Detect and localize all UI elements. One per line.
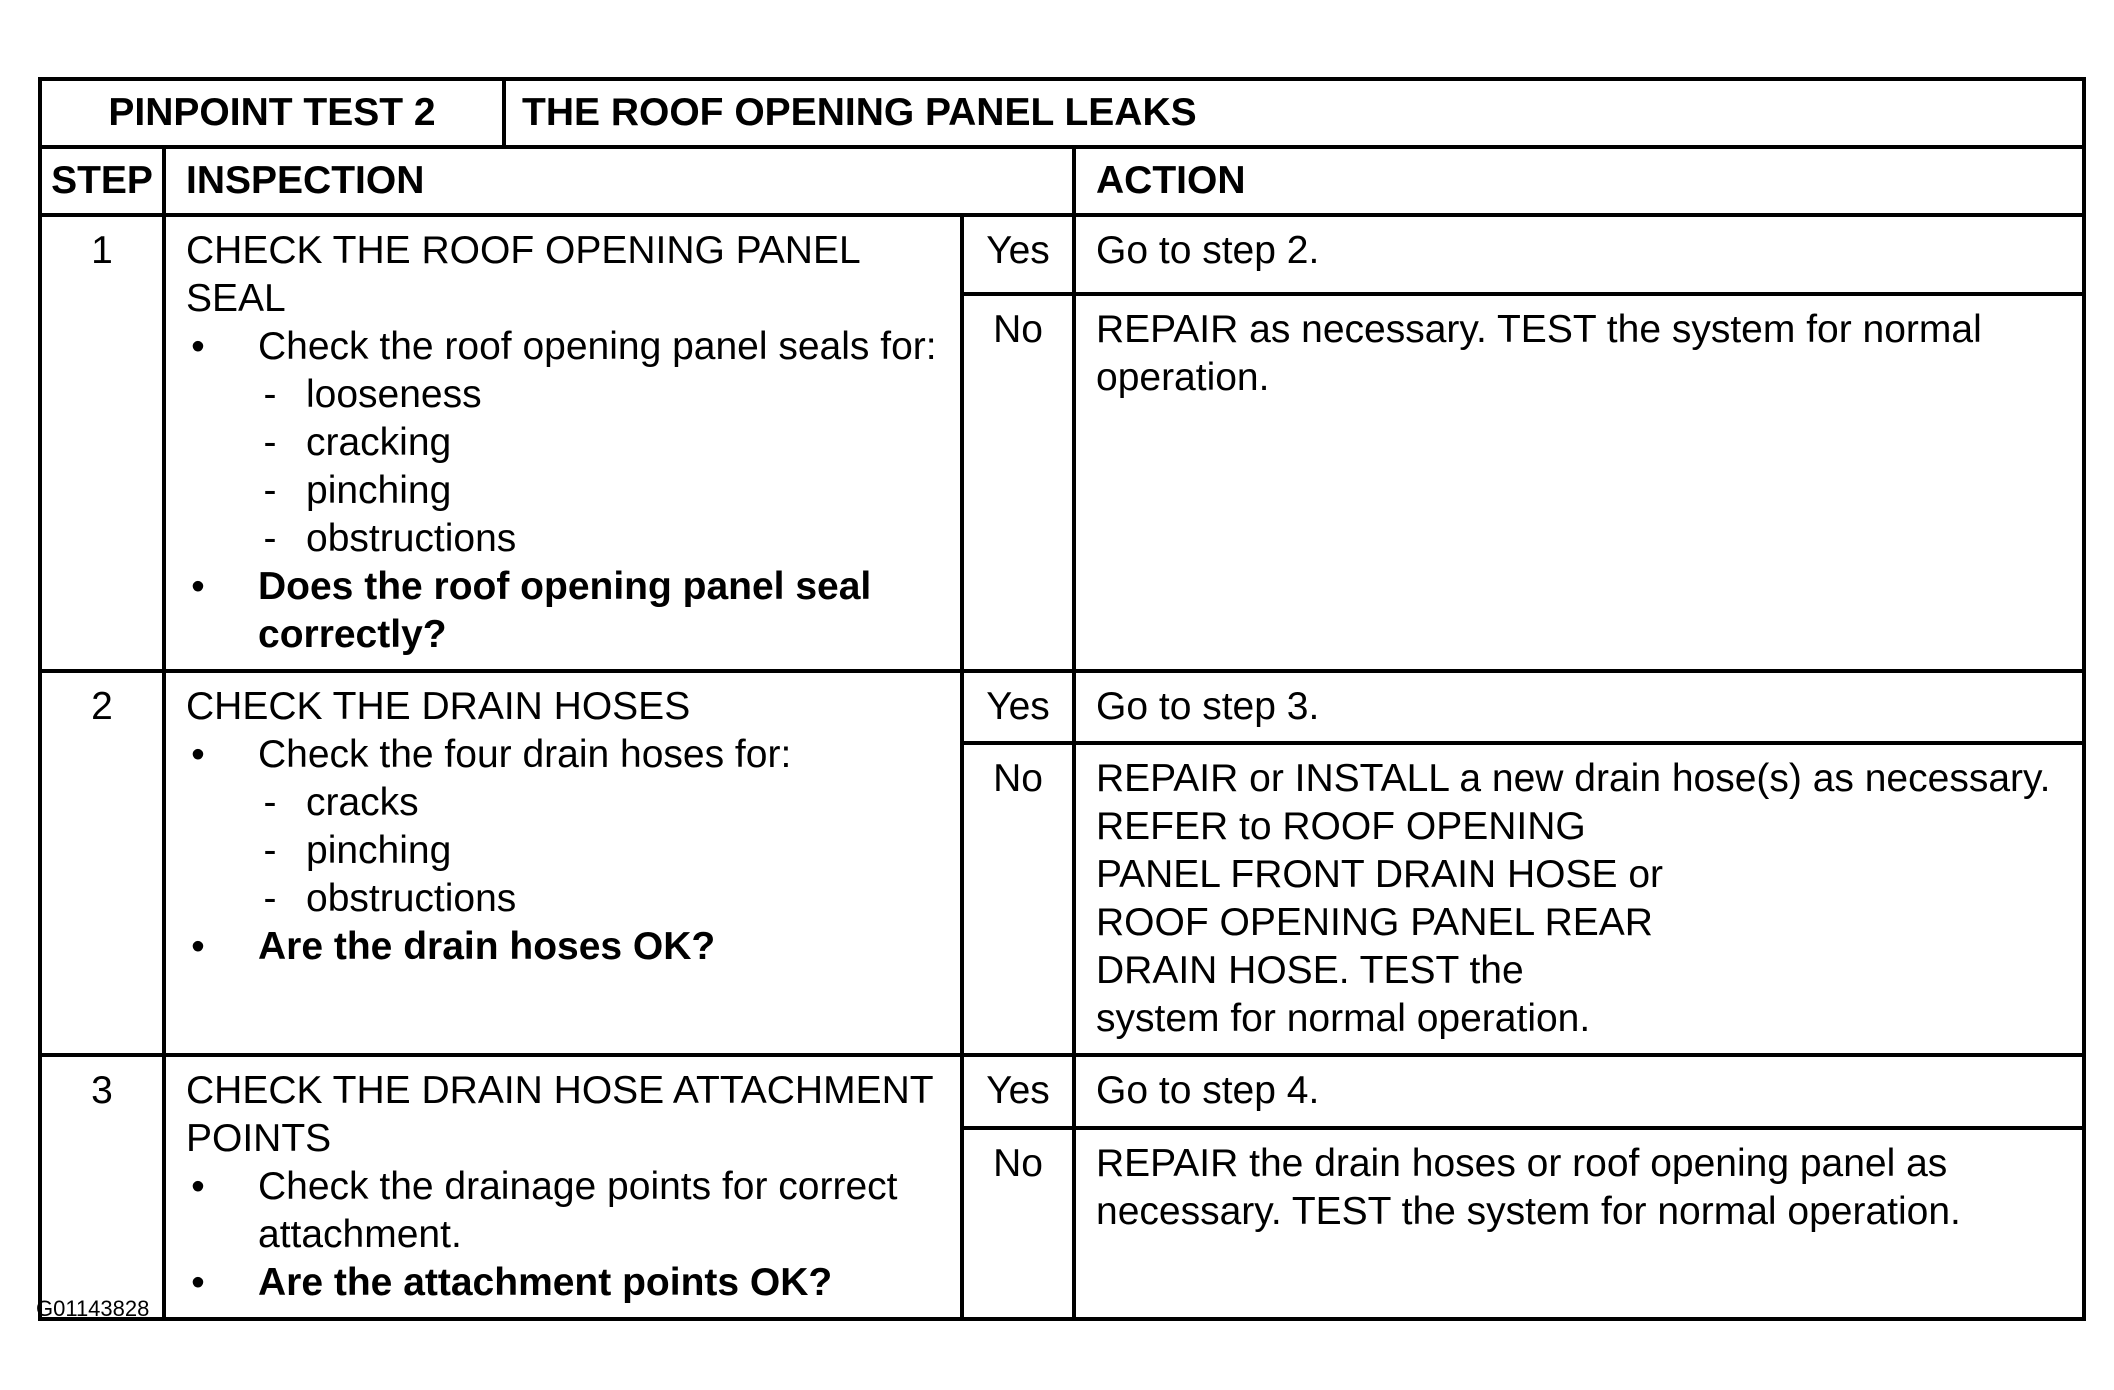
sub-list (258, 371, 946, 563)
dash-icon: - (263, 469, 277, 512)
test-name: THE ROOF OPENING PANEL LEAKS (504, 79, 2084, 147)
sub-item-text: pinching (306, 469, 452, 512)
header-row (40, 147, 2084, 215)
sub-item-text: looseness (306, 373, 482, 416)
test-label: PINPOINT TEST 2 (40, 79, 504, 147)
question-text: Does the roof opening panel seal correctly? (258, 565, 872, 656)
bullet-list (186, 323, 946, 659)
sub-item (258, 827, 946, 875)
sub-item-text: cracks (306, 781, 419, 824)
sub-item (258, 467, 946, 515)
step-title: CHECK THE DRAIN HOSE ATTACHMENT POINTS (186, 1069, 933, 1160)
bullet-icon: • (191, 565, 205, 608)
dash-icon: - (263, 421, 277, 464)
sub-item (258, 419, 946, 467)
pinpoint-test-table (38, 77, 2086, 1321)
bullet-item (186, 323, 946, 563)
dash-icon: - (263, 829, 277, 872)
question-item (186, 1259, 946, 1307)
step-header: STEP (40, 147, 164, 215)
no-label: No (962, 743, 1074, 1055)
bullet-list (186, 731, 946, 971)
step-number: 3 (40, 1055, 164, 1319)
dash-icon: - (263, 517, 277, 560)
no-label: No (962, 294, 1074, 671)
question-item (186, 923, 946, 971)
sub-item-text: obstructions (306, 877, 517, 920)
bullet-icon: • (191, 925, 205, 968)
yes-action: Go to step 4. (1074, 1055, 2084, 1128)
step-2-yes-row (40, 671, 2084, 743)
sub-item-text: pinching (306, 829, 452, 872)
inspection-header: INSPECTION (164, 147, 1074, 215)
question-item (186, 563, 946, 659)
yes-label: Yes (962, 671, 1074, 743)
sub-item (258, 371, 946, 419)
sub-list (258, 779, 946, 923)
figure-id: G01143828 (36, 1296, 150, 1321)
yes-action: Go to step 2. (1074, 215, 2084, 294)
bullet-list (186, 1163, 946, 1307)
no-label: No (962, 1128, 1074, 1319)
bullet-item (186, 1163, 946, 1259)
step-2-inspection (164, 671, 962, 1055)
bullet-text: Check the drainage points for correct attachment. (258, 1165, 898, 1256)
step-title: CHECK THE ROOF OPENING PANEL SEAL (186, 229, 860, 320)
bullet-item (186, 731, 946, 923)
no-action: REPAIR the drain hoses or roof opening panel as necessary. TEST the system for normal operation. (1074, 1128, 2084, 1319)
step-number: 2 (40, 671, 164, 1055)
step-number: 1 (40, 215, 164, 671)
bullet-text: Check the four drain hoses for: (258, 733, 792, 776)
bullet-icon: • (191, 325, 205, 368)
bullet-text: Check the roof opening panel seals for: (258, 325, 937, 368)
yes-action: Go to step 3. (1074, 671, 2084, 743)
dash-icon: - (263, 877, 277, 920)
sub-item (258, 779, 946, 827)
no-action: REPAIR or INSTALL a new drain hose(s) as necessary. REFER to ROOF OPENING PANEL FRONT DRAIN HOSE or ROOF OPENING PANEL REAR DRAIN HOSE. TEST the system for normal operation. (1074, 743, 2084, 1055)
dash-icon: - (263, 373, 277, 416)
question-text: Are the attachment points OK? (258, 1261, 833, 1304)
question-text: Are the drain hoses OK? (258, 925, 716, 968)
no-action: REPAIR as necessary. TEST the system for normal operation. (1074, 294, 2084, 671)
step-1-inspection (164, 215, 962, 671)
action-header: ACTION (1074, 147, 2084, 215)
yes-label: Yes (962, 1055, 1074, 1128)
sub-item (258, 515, 946, 563)
step-3-yes-row (40, 1055, 2084, 1128)
step-1-yes-row (40, 215, 2084, 294)
sub-item-text: cracking (306, 421, 452, 464)
sub-item-text: obstructions (306, 517, 517, 560)
bullet-icon: • (191, 733, 205, 776)
step-title: CHECK THE DRAIN HOSES (186, 685, 691, 728)
step-3-inspection (164, 1055, 962, 1319)
dash-icon: - (263, 781, 277, 824)
bullet-icon: • (191, 1165, 205, 1208)
bullet-icon: • (191, 1261, 205, 1304)
yes-label: Yes (962, 215, 1074, 294)
title-row (40, 79, 2084, 147)
sub-item (258, 875, 946, 923)
